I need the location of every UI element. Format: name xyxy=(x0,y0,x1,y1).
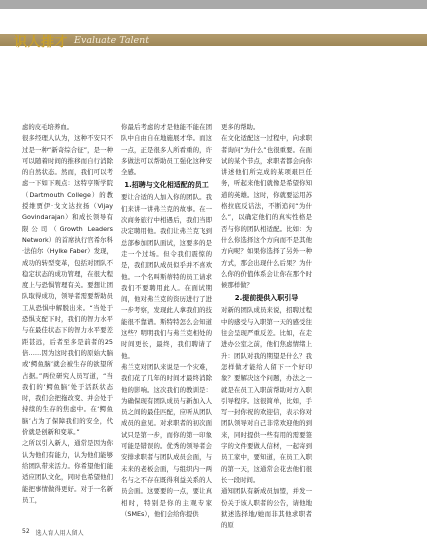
page-footer xyxy=(22,528,84,537)
section-title-en: Evaluate Talent xyxy=(74,34,150,46)
paragraph: 更多的帮助。 xyxy=(221,123,260,131)
section-title xyxy=(14,30,149,50)
magazine-name: 选人育人用人留人 xyxy=(35,530,84,537)
paragraph: 要让合适的人加入你的团队。我们来讲一讲弗兰克的故事。在一次商务旅行中相遇后，我们当即决定聘用他。我们让弗兰克飞到总部参加团队面试，这要多的是走一个过场。但令我们震惊的是，我们团队成员似乎并不喜欢他。一个名叫斯蒂特的员工请求我们不要聘用此人。在面试期间，他对弗兰克的资历进行了进一步考察，发现此人拿我们的技能很不靠谱。斯特特怎么会知道这些？明明我们与弗兰克相处的时间更长，最终，我们聘请了他。 xyxy=(121,193,212,360)
paragraph: 很多经理人认为，这种不安只不过是一种“新奇综合征”，是一种可以随着时间的推移而自行消除的自然状态。然而，我们可以考虑一下如下观点：这特亨斯学院（Dartmouth College）的教授维贾伊·戈文达拉扬（Vijay Govindarajan）和成长领导有限公司（Growth Leaders Network）的首席执行官希尔科·法伯尔（Hylke Faber）发现，成功的转型变革，包括对团队不稳定状态的成功管理，在很大程度上与恐惧管理有关。要想让团队取得成功，领导者需要帮助员工从恐惧中解脱出来。“当处于恐惧支配下时，我们的智力水平与在最佳状态下的智力水平要差距甚远，后者至多是前者的25倍……因为这时我们的原始大脑或‘鳄鱼脑’就会被生存的欲望所占据。”两位研究人员写道，“当我们的‘鳄鱼脑’处于活跃状态时，我们会把拖改变、并会处于持续的生存的焦虑中。在‘鳄鱼脑’占为了保障我们的安全，代价就是创新和变革。” xyxy=(22,134,113,437)
paragraph: 在文化适配这一过程中，向求职者询问“为什么”也很重要。在面试的某个节点，求职者都会向你讲述他们所完成的某项艰巨任务，听起来他们就像是希望你知道的英雄。这时，你就要运用苏格拉底反诘法，不断追问“为什么”，以确定他们的真实性格是否与你的团队相适配。比如：为什么你选择这个方向而不是其他方向呢？如果你选择了另外一种方式，那会出现什么后果？为什么你的价值体系会让你在那个时候那样做？ xyxy=(221,134,312,290)
paragraph: 对新的团队成员来说，招聘过程中的感受与入职第一天的感受往往会呈现严重反差。比如，在走进办公室之前，他们焦虑情绪上升：团队对我的期望是什么？我怎样做才能给人留下一个好印象？要解决这个问题，办法之一就是在员工入职前帮助对方入职引导程序。这很简单，比如，手写一封你祝的欢迎信，表示你对团队领导对自己非常欢迎他的到来，同时提供一些有用的需要签字的文件要做人信材，一起寄到员工家中，要知道，在员工入职的第一天，这通常会花去他们很长一段时间。 xyxy=(221,306,312,484)
section-heading: 1.招聘与文化相适配的员工 xyxy=(124,181,209,190)
top-band xyxy=(0,0,427,9)
section-title-cn: 识人排才 xyxy=(14,34,69,50)
paragraph: 之所以引入新人，通常是因为你认为他们有能力，认为他们能够给团队带来活力。你希望他们能适应团队文化，同时也希望他们能把事情做得更好。对于一名新员工， xyxy=(22,439,113,504)
paragraph: 弗兰克对团队来说是一个灾难，我们花了几年的时间才最终消除他的影响。这次我们的教训是：为确保现有团队成员与新加入人员之间的最佳匹配，应听从团队成员的意见。对求职者的初次面试只是第一步，而你的第一印象可能是错误的。优秀的领导者会安排求职者与团队成员会面，与未来的老板会面，与组织内一两名与之不存在既得利益关系的人员会面。这要要的一点，要让真相时，特别是你的主观专家（SMEs），他们会给你提供 xyxy=(121,362,212,518)
paragraph: 虑的皮毛培养血。 xyxy=(22,123,74,131)
paragraph: 通知团队有新成员加盟，并发一份关于该人职者的公告，请他地狱述选择地/她而非其他求职者的原 xyxy=(221,487,312,530)
text-column-2 xyxy=(121,122,212,520)
section-heading: 2.提前提供入职引导 xyxy=(234,294,299,303)
paragraph: 你最后考虑的才是他能不能在团队中自由自在地施展才华。而这一点，正是很多人所看重的，许多做法可以帮助员工强化这种安全感。 xyxy=(121,123,212,177)
text-column-1 xyxy=(22,122,113,506)
text-column-3 xyxy=(221,122,312,531)
page-number: 52 xyxy=(22,528,30,535)
